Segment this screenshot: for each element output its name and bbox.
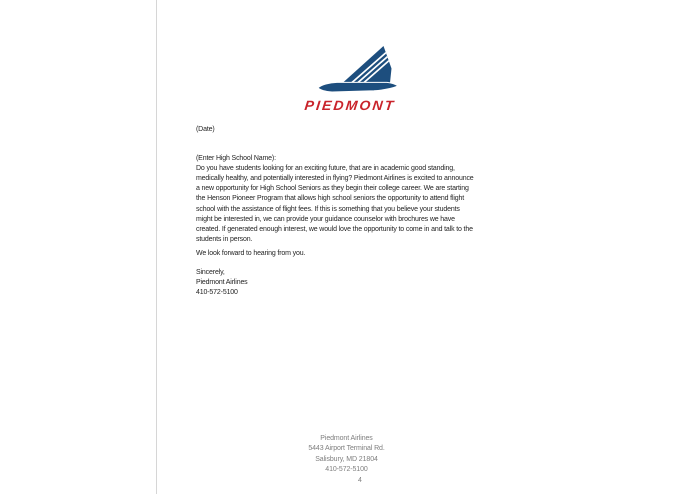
letter-body-line: a new opportunity for High School Seniors as they begin their college career. We are starting (196, 185, 469, 193)
footer-phone: 410-572-5100 (325, 466, 368, 474)
piedmont-wing-emblem-icon (318, 46, 398, 93)
letter-date-placeholder: (Date) (196, 126, 215, 133)
letter-signature-name: Piedmont Airlines (196, 279, 248, 287)
letter-body-line: medically healthy, and potentially interested in flying? Piedmont Airlines is excited to announce (196, 174, 474, 182)
page-number: 4 (358, 477, 362, 484)
letter-signature-phone: 410-572-5100 (196, 289, 238, 297)
letter-body-line: students in person. (196, 236, 253, 244)
letter-body-line: the Henson Pioneer Program that allows high school seniors the opportunity to attend flight (196, 195, 465, 203)
footer-address-line1: 5443 Airport Terminal Rd. (308, 445, 385, 453)
letter-body-line: created. If generated enough interest, we would love the opportunity to come in and talk to the (196, 225, 473, 233)
letter-signoff: Sincerely, (196, 269, 225, 276)
page-edge-divider (156, 0, 157, 494)
letter-body-line: might be interested in, we can provide your guidance counselor with brochures we have (196, 215, 455, 223)
footer-company: Piedmont Airlines (320, 435, 373, 442)
letter-body-line: school with the assistance of flight fees. If this is something that you believe your students (196, 205, 460, 213)
piedmont-wordmark: PIEDMONT (303, 98, 397, 113)
letter-footer (286, 434, 407, 476)
letter-salutation: (Enter High School Name): (196, 154, 276, 162)
letter-body-line: Do you have students looking for an exciting future, that are in academic good standing, (196, 164, 455, 172)
footer-address-line2: Salisbury, MD 21804 (315, 455, 378, 463)
letter-closing-line: We look forward to hearing from you. (196, 250, 306, 257)
